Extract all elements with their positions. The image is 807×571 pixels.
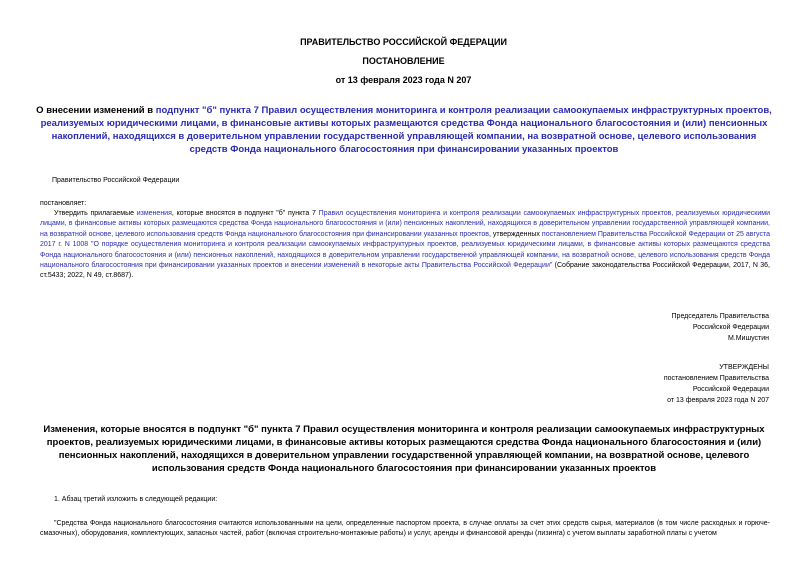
- signature-line-3: М.Мишустин: [727, 335, 769, 342]
- document-title: [34, 104, 774, 156]
- date-number-heading: от 13 февраля 2023 года N 207: [335, 75, 472, 85]
- approval-line-3: Российской Федерации: [692, 386, 769, 393]
- rules-link[interactable]: Правил осуществления мониторинга и контроля реализации самоокупаемых инфраструктурных проектов, реализуемых юридическими лицами, в финансовые активы которых размещаются средства Фонда национального благосостояния и (или) пенсионных накоплений, находящихся в доверительном управлении государственной управляющей компании, на возвратной основе, целевого использования средств Фонда национального благосостояния при финансировании указанных проектов: [40, 210, 770, 238]
- para-text-1: Утвердить прилагаемые: [54, 210, 137, 217]
- doc-type-heading: ПОСТАНОВЛЕНИЕ: [362, 56, 445, 66]
- signature-line-2: Российской Федерации: [692, 324, 769, 331]
- approval-block: [664, 362, 769, 406]
- decrees-label: постановляет:: [40, 200, 87, 207]
- para-text-3: , утвержденных: [488, 230, 542, 238]
- signature-line-1: Председатель Правительства: [671, 313, 769, 320]
- approval-line-4: от 13 февраля 2023 года N 207: [667, 397, 769, 404]
- resolution-link[interactable]: постановлением Правительства Российской Федерации от 25 августа 2017 г. N 1008 "О порядке осуществления мониторинга и контроля реализации самоокупаемых инфраструктурных проектов, реализуемых юридическими лицами, в финансовые активы которых размещаются средства Фонда национального благосостояния и (или) пенсионных накоплений, находящихся в доверительном управлении государственной управляющей компании, на возвратной основе, целевого использования средств Фонда национального благосостояния при финансировании указанных проектов и внесении изменений в некоторые акты Правительства Российской Федерации": [40, 230, 770, 270]
- change-quote: "Средства Фонда национального благосостояния считаются использованными на цели, определенные паспортом проекта, в случае оплаты за счет этих средств сырья, материалов (в том числе расходных и горюче-смазочных), оборудования, комплектующих, запасных частей, работ (включая строительно-монтажные работы) и услуг, аренды и финансовой аренды (лизинга) с учетом выплаты заработной платы с учетом: [40, 520, 770, 538]
- title-link[interactable]: подпункт "б" пункта 7 Правил осуществления мониторинга и контроля реализации самоокупаемых инфраструктурных проектов, реализуемых юридическими лицами, в финансовые активы которых размещаются средства Фонда национального благосостояния и (или) пенсионных накоплений, находящихся в доверительном управлении государственной управляющей компании, на возвратной основе, целевого использования средств Фонда национального благосостояния при финансировании указанных проектов: [40, 105, 772, 155]
- title-prefix: О внесении изменений в: [36, 105, 156, 116]
- org-heading: ПРАВИТЕЛЬСТВО РОССИЙСКОЙ ФЕДЕРАЦИИ: [300, 37, 507, 47]
- government-label: Правительство Российской Федерации: [52, 177, 180, 184]
- approval-line-2: постановлением Правительства: [663, 375, 769, 382]
- main-paragraph: [40, 209, 770, 282]
- para-text-4: (Собрание законодательства Российской Федерации, 2017, N 36, ст.5433; 2022, N 49, ст.8687).: [40, 262, 770, 280]
- approval-line-1: УТВЕРЖДЕНЫ: [719, 364, 769, 371]
- changes-title: Изменения, которые вносятся в подпункт "б" пункта 7 Правил осуществления мониторинга и контроля реализации самоокупаемых инфраструктурных проектов, реализуемых юридическими лицами, в финансовые активы которых размещаются средства Фонда национального благосостояния и (или) пенсионных накоплений, находящихся в доверительном управлении государственной управляющей компании, на возвратной основе, целевого использования средств Фонда национального благосостояния при финансировании указанных проектов: [43, 424, 765, 474]
- signature-block: [672, 311, 769, 344]
- changes-link[interactable]: изменения: [136, 210, 172, 217]
- change-item-1: 1. Абзац третий изложить в следующей редакции:: [54, 496, 218, 503]
- para-text-2: , которые вносятся в подпункт "б" пункта 7: [171, 210, 319, 217]
